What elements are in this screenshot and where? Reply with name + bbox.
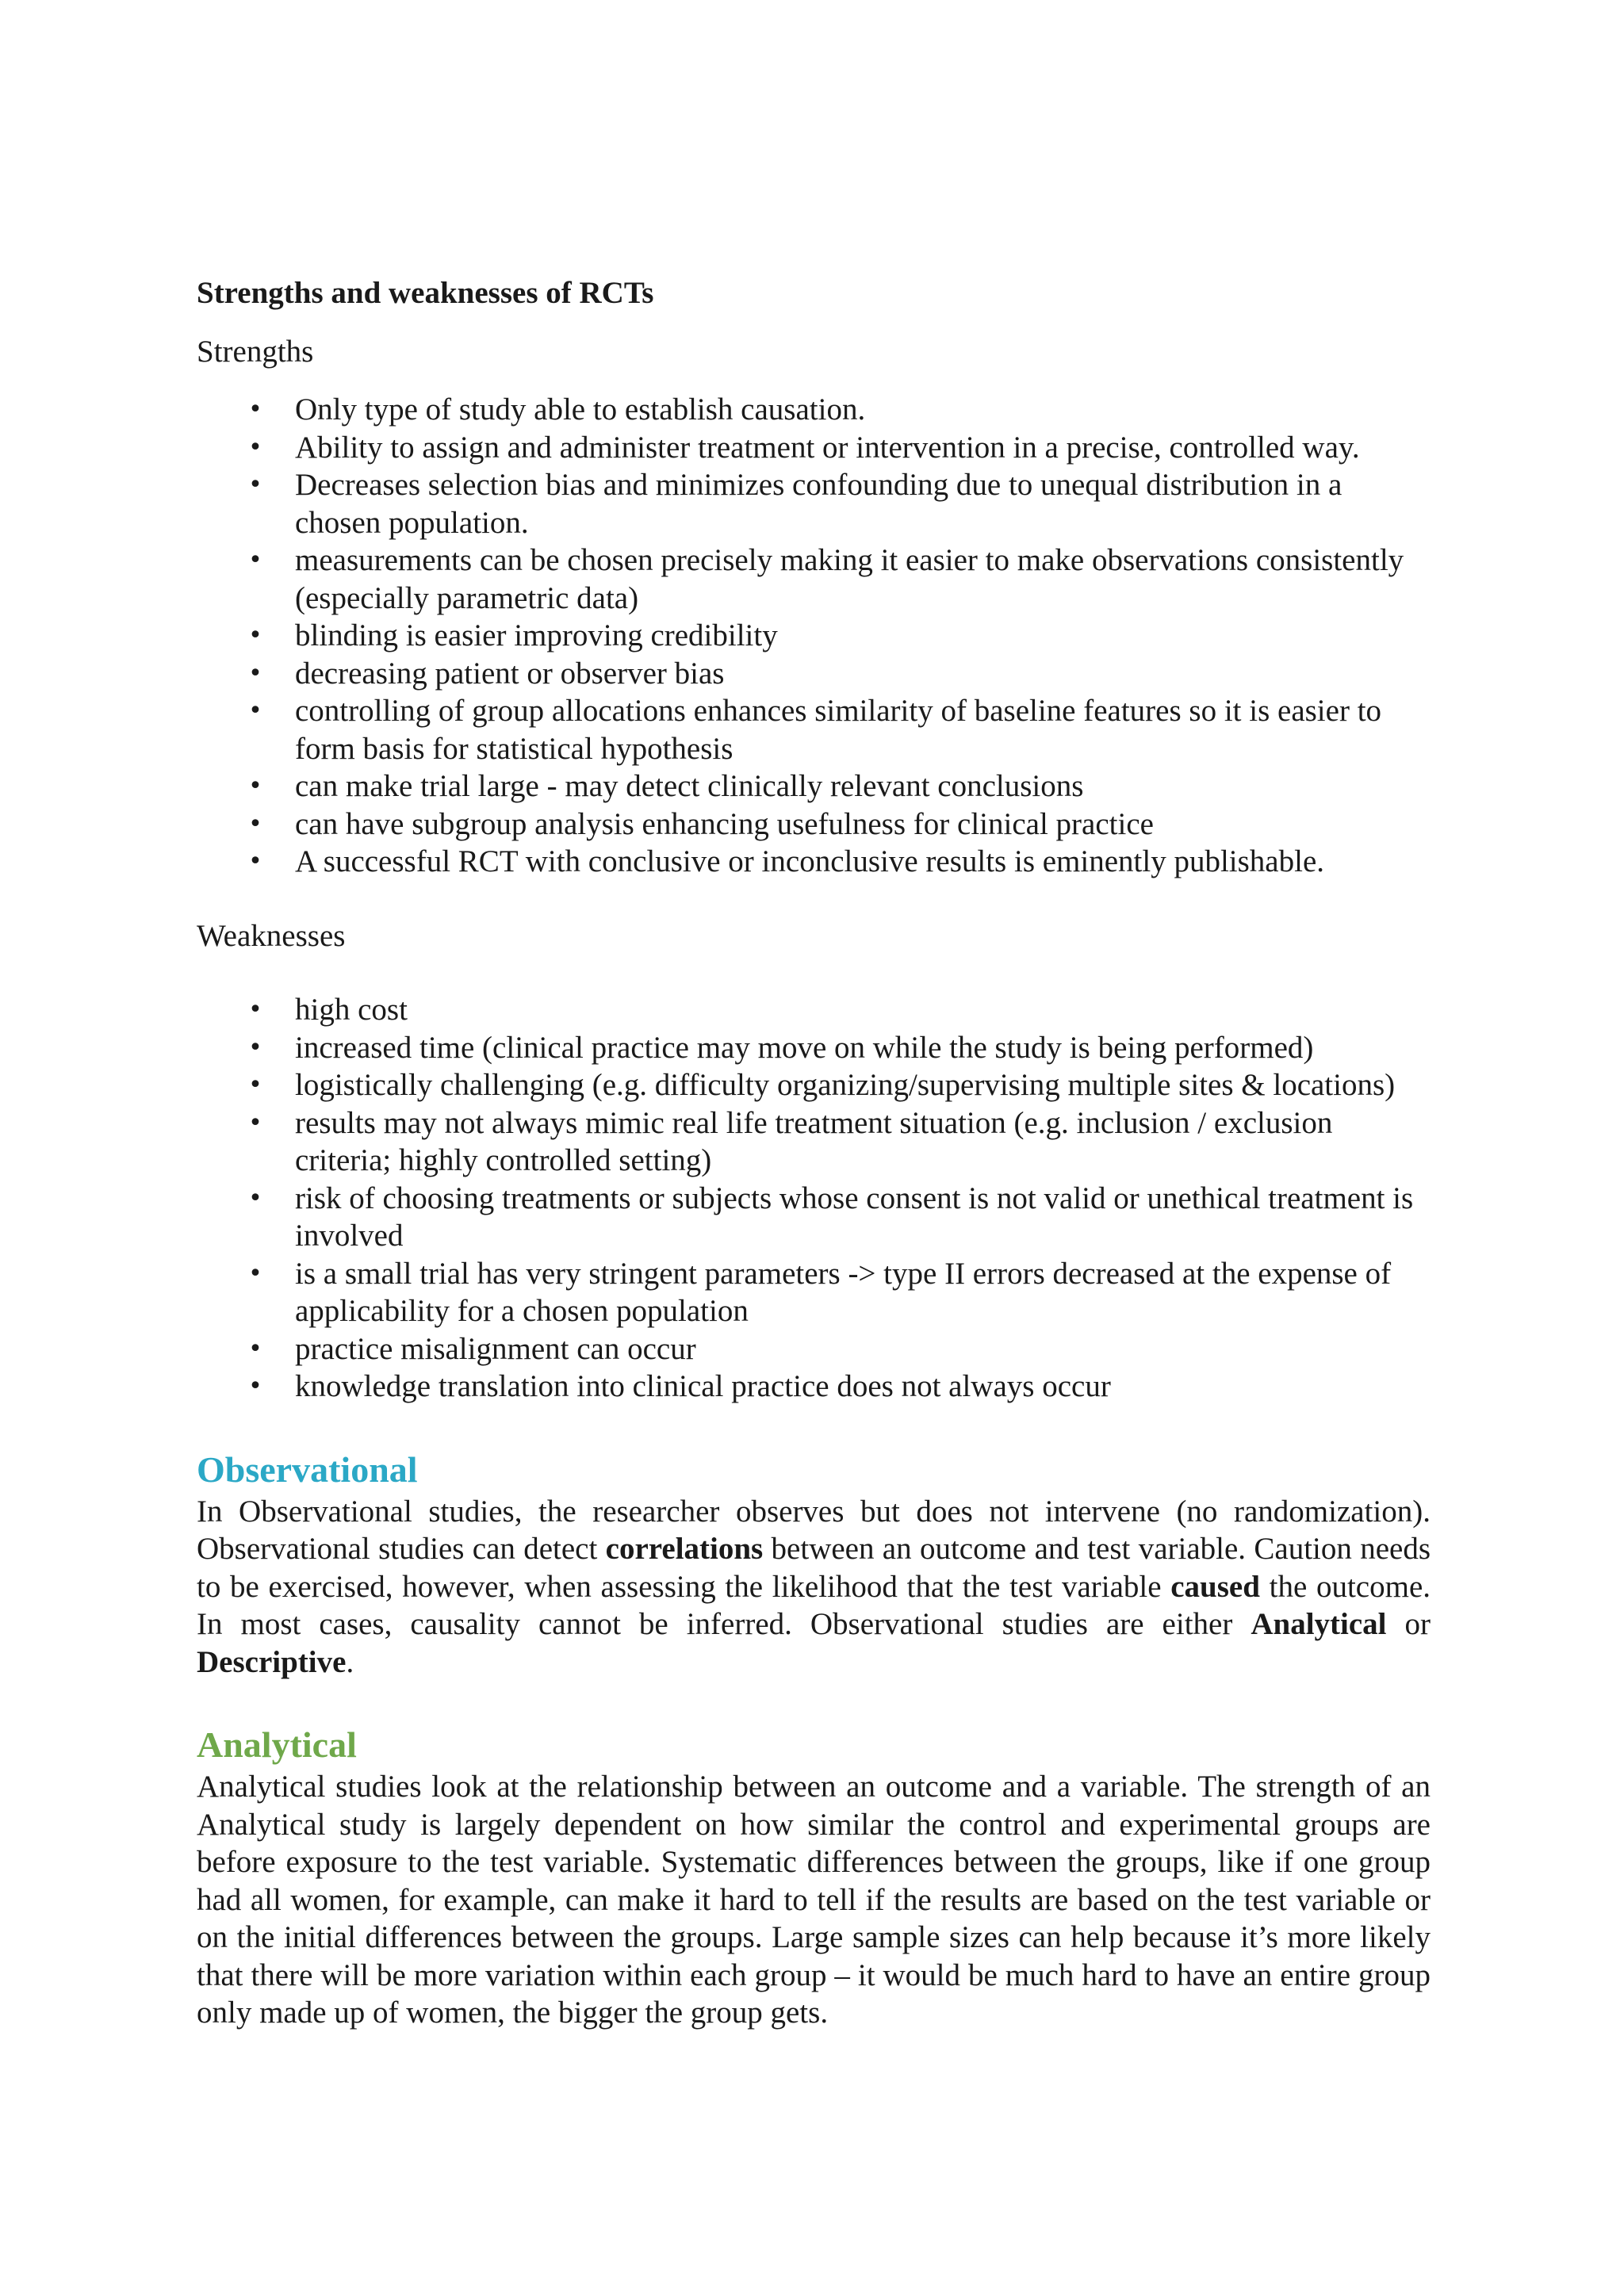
- bullet-icon: •: [248, 1259, 262, 1288]
- bullet-icon: •: [248, 996, 262, 1024]
- list-item: [197, 429, 1431, 467]
- observational-bold-descriptive: Descriptive: [197, 1644, 347, 1679]
- bullet-icon: •: [248, 396, 262, 423]
- weakness-text: logistically challenging (e.g. difficulty organizing/supervising multiple sites & locations): [295, 1068, 1396, 1102]
- bullet-icon: •: [248, 772, 262, 800]
- bullet-icon: •: [248, 848, 262, 875]
- document-page: [197, 274, 1431, 2032]
- rct-section-title: Strengths and weaknesses of RCTs: [197, 276, 654, 310]
- weakness-text: high cost: [295, 993, 408, 1027]
- bullet-icon: •: [248, 1071, 262, 1099]
- strengths-list: [197, 391, 1431, 881]
- bullet-icon: •: [248, 622, 262, 649]
- observational-text-5: .: [346, 1644, 354, 1679]
- strength-text: A successful RCT with conclusive or inconclusive results is eminently publishable.: [295, 844, 1325, 878]
- list-item: [197, 1368, 1431, 1406]
- list-item: [197, 1255, 1431, 1330]
- weakness-text: results may not always mimic real life treatment situation (e.g. inclusion / exclusion criteria; highly controlled setting): [295, 1105, 1333, 1177]
- weakness-text: practice misalignment can occur: [295, 1331, 696, 1366]
- list-item: [197, 391, 1431, 429]
- bullet-icon: •: [248, 1108, 262, 1137]
- strength-text: controlling of group allocations enhances similarity of baseline features so it is easier to form basis for statistical hypothesis: [295, 694, 1382, 766]
- observational-bold-analytical: Analytical: [1251, 1607, 1387, 1641]
- observational-bold-correlations: correlations: [605, 1532, 764, 1566]
- bullet-icon: •: [248, 659, 262, 687]
- list-item: [197, 1066, 1431, 1104]
- strength-text: decreasing patient or observer bias: [295, 656, 725, 691]
- list-item: [197, 1180, 1431, 1255]
- list-item: [197, 541, 1431, 617]
- strength-text: Only type of study able to establish causation.: [295, 392, 866, 427]
- weakness-text: is a small trial has very stringent parameters -> type II errors decreased at the expense of applicability for a chosen population: [295, 1256, 1392, 1328]
- weakness-text: knowledge translation into clinical practice does not always occur: [295, 1369, 1111, 1403]
- bullet-icon: •: [248, 471, 262, 499]
- strength-text: can make trial large - may detect clinically relevant conclusions: [295, 769, 1084, 803]
- bullet-icon: •: [248, 546, 262, 574]
- observational-heading: Observational: [197, 1448, 418, 1490]
- strength-text: Decreases selection bias and minimizes confounding due to unequal distribution in a chosen population.: [295, 468, 1342, 540]
- strengths-heading: Strengths: [197, 334, 314, 369]
- bullet-icon: •: [248, 433, 262, 461]
- observational-text-4: or: [1386, 1607, 1431, 1641]
- observational-text-2: between an outcome and test variable. Caution needs to be exercised, however, when assessing the likelihood that the test variable: [197, 1532, 1431, 1604]
- observational-text-3: the outcome. In most cases, causality cannot be inferred. Observational studies are either: [197, 1569, 1431, 1641]
- weakness-text: increased time (clinical practice may move on while the study is being performed): [295, 1030, 1314, 1065]
- observational-bold-caused: caused: [1170, 1569, 1260, 1604]
- list-item: [197, 1330, 1431, 1368]
- list-item: [197, 655, 1431, 693]
- analytical-heading: Analytical: [197, 1724, 357, 1765]
- observational-paragraph: [197, 1493, 1431, 1682]
- list-item: [197, 466, 1431, 541]
- weaknesses-list: [197, 991, 1431, 1406]
- list-item: [197, 692, 1431, 767]
- bullet-icon: •: [248, 1334, 262, 1363]
- strength-text: blinding is easier improving credibility: [295, 618, 778, 652]
- list-item: [197, 1029, 1431, 1067]
- bullet-icon: •: [248, 697, 262, 725]
- weaknesses-heading: Weaknesses: [197, 918, 346, 953]
- list-item: [197, 843, 1431, 881]
- list-item: [197, 1104, 1431, 1180]
- bullet-icon: •: [248, 1184, 262, 1212]
- bullet-icon: •: [248, 1033, 262, 1062]
- strength-text: Ability to assign and administer treatment or intervention in a precise, controlled way.: [295, 430, 1360, 465]
- weakness-text: risk of choosing treatments or subjects whose consent is not valid or unethical treatment is involved: [295, 1181, 1414, 1253]
- bullet-icon: •: [248, 1372, 262, 1400]
- bullet-icon: •: [248, 809, 262, 838]
- list-item: [197, 991, 1431, 1029]
- strength-text: can have subgroup analysis enhancing usefulness for clinical practice: [295, 806, 1154, 841]
- list-item: [197, 767, 1431, 806]
- strength-text: measurements can be chosen precisely making it easier to make observations consistently (especially parametric data): [295, 543, 1404, 615]
- list-item: [197, 806, 1431, 844]
- observational-text-1: In Observational studies, the researcher observes but does not intervene (no randomization). Observational studies can detect: [197, 1494, 1431, 1566]
- list-item: [197, 617, 1431, 655]
- analytical-paragraph: Analytical studies look at the relationship between an outcome and a variable. The strength of an Analytical study is largely dependent on how similar the control and experimental groups are before exposure to the test variable. Systematic differences between the groups, like if one group had all women, for example, can make it hard to tell if the results are based on the test variable or on the initial differences between the groups. Large sample sizes can help because it’s more likely that there will be more variation within each group – it would be much hard to have an entire group only made up of women, the bigger the group gets.: [197, 1770, 1431, 2030]
